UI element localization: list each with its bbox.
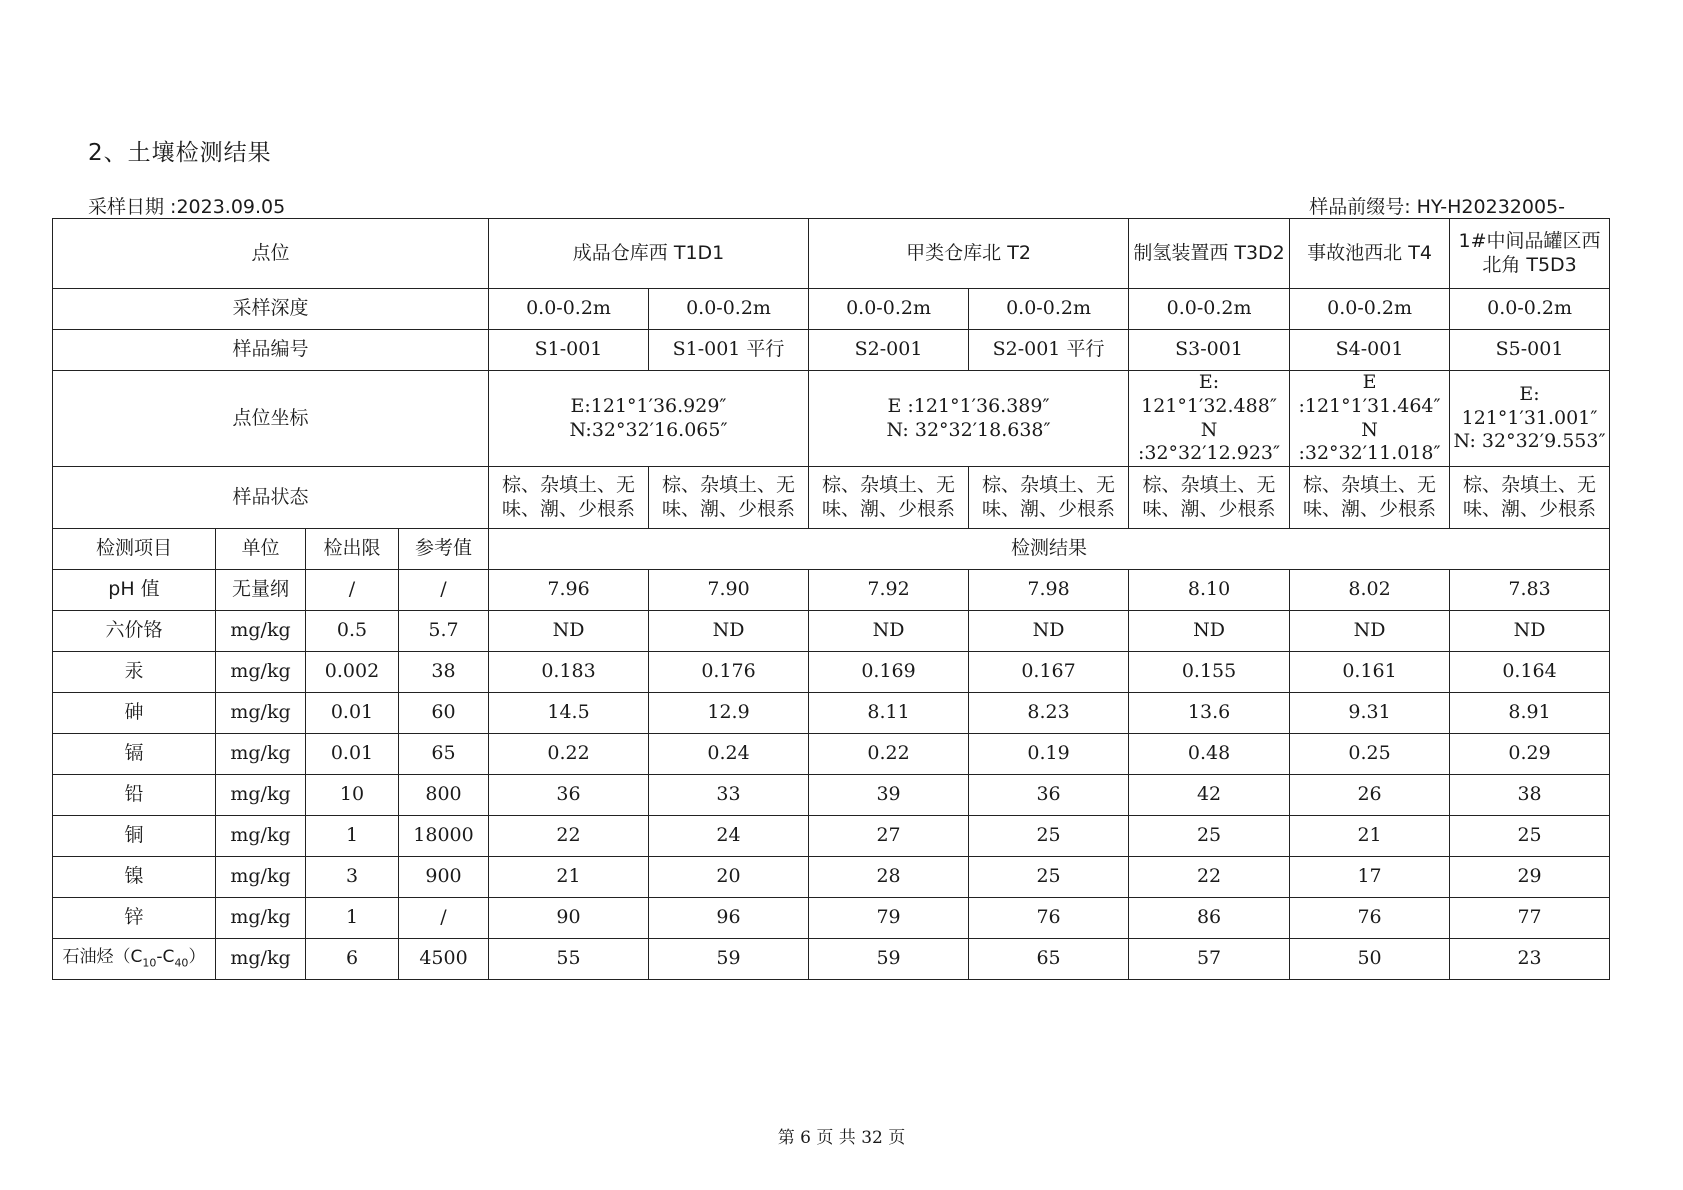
depth-cell: 0.0-0.2m [809,289,969,330]
ref-cell: 900 [399,857,489,898]
sample-id-cell: S1-001 [489,330,649,371]
result-cell: 0.161 [1290,652,1450,693]
state-cell: 棕、杂填土、无味、潮、少根系 [649,467,809,529]
depth-cell: 0.0-0.2m [1290,289,1450,330]
result-cell: 7.98 [969,570,1129,611]
coord-cell [1129,371,1290,467]
result-cell: 96 [649,898,809,939]
ref-cell: 60 [399,693,489,734]
result-cell: 0.183 [489,652,649,693]
sample-id-cell: S2-001 平行 [969,330,1129,371]
result-cell: 8.91 [1450,693,1610,734]
result-cell: 20 [649,857,809,898]
result-cell: 86 [1129,898,1290,939]
result-cell: 21 [1290,816,1450,857]
result-cell: 7.96 [489,570,649,611]
result-cell: 42 [1129,775,1290,816]
result-cell: 26 [1290,775,1450,816]
points-row [53,219,1610,289]
result-cell: 13.6 [1129,693,1290,734]
limit-cell: 0.01 [306,693,399,734]
limit-cell: 1 [306,816,399,857]
result-cell: 90 [489,898,649,939]
result-cell: ND [489,611,649,652]
limit-cell: 6 [306,939,399,980]
result-cell: 27 [809,816,969,857]
item-cell: 镍 [53,857,216,898]
item-cell: 六价铬 [53,611,216,652]
sample-prefix: 样品前缀号: HY-H20232005- [1309,196,1565,218]
ref-cell: 18000 [399,816,489,857]
result-cell: 76 [1290,898,1450,939]
coord-n: N: 32°32′18.638″ [886,418,1051,441]
limit-cell: 1 [306,898,399,939]
coord-n: N :32°32′12.923″ [1137,418,1281,465]
coord-e: E: 121°1′32.488″ [1141,371,1277,417]
col-results-header: 检测结果 [489,529,1610,570]
ref-cell: 65 [399,734,489,775]
coord-label: 点位坐标 [53,371,489,467]
result-cell: ND [1290,611,1450,652]
result-cell: 39 [809,775,969,816]
sample-id-cell: S4-001 [1290,330,1450,371]
limit-cell: 0.01 [306,734,399,775]
table-row [53,898,1610,939]
coord-cell [809,371,1129,467]
point-header: 甲类仓库北 T2 [809,219,1129,289]
depth-cell: 0.0-0.2m [1129,289,1290,330]
ref-cell: 4500 [399,939,489,980]
result-cell: 36 [969,775,1129,816]
result-cell: 50 [1290,939,1450,980]
sample-id-row [53,330,1610,371]
result-cell: 59 [809,939,969,980]
limit-cell: / [306,570,399,611]
result-cell: 9.31 [1290,693,1450,734]
result-cell: 25 [969,857,1129,898]
table-row [53,611,1610,652]
unit-cell: 无量纲 [216,570,306,611]
table-row [53,939,1610,980]
result-cell: 22 [489,816,649,857]
result-cell: 0.48 [1129,734,1290,775]
item-part: C [130,947,143,968]
col-limit-header: 检出限 [306,529,399,570]
depth-cell: 0.0-0.2m [969,289,1129,330]
result-cell: 12.9 [649,693,809,734]
result-cell: ND [1450,611,1610,652]
coord-n: N: 32°32′9.553″ [1453,430,1606,453]
table-row [53,693,1610,734]
unit-cell: mg/kg [216,898,306,939]
result-cell: 28 [809,857,969,898]
table-row [53,775,1610,816]
unit-cell: mg/kg [216,939,306,980]
limit-cell: 0.5 [306,611,399,652]
point-header: 1#中间品罐区西北角 T5D3 [1450,219,1610,289]
result-cell: 8.11 [809,693,969,734]
depth-label: 采样深度 [53,289,489,330]
result-cell: 76 [969,898,1129,939]
item-cell: 砷 [53,693,216,734]
result-cell: 0.25 [1290,734,1450,775]
col-item-header: 检测项目 [53,529,216,570]
item-part: 40 [174,956,189,970]
item-part: -C [156,947,175,968]
result-cell: 0.176 [649,652,809,693]
result-cell: 24 [649,816,809,857]
result-cell: 0.22 [809,734,969,775]
result-cell: 0.24 [649,734,809,775]
item-cell: 铜 [53,816,216,857]
section-heading: 2、土壤检测结果 [88,140,272,166]
result-cell: 0.155 [1129,652,1290,693]
unit-cell: mg/kg [216,693,306,734]
result-cell: 0.167 [969,652,1129,693]
item-cell: 锌 [53,898,216,939]
result-cell: 7.83 [1450,570,1610,611]
item-cell: pH 值 [53,570,216,611]
result-cell: 33 [649,775,809,816]
coord-row [53,371,1610,467]
result-cell: 65 [969,939,1129,980]
unit-cell: mg/kg [216,652,306,693]
result-cell: ND [649,611,809,652]
point-header: 成品仓库西 T1D1 [489,219,809,289]
result-cell: 0.164 [1450,652,1610,693]
result-cell: 79 [809,898,969,939]
result-cell: 8.10 [1129,570,1290,611]
soil-results-table [52,218,1610,980]
result-cell: 25 [969,816,1129,857]
result-cell: 22 [1129,857,1290,898]
depth-cell: 0.0-0.2m [649,289,809,330]
result-cell: 36 [489,775,649,816]
table-row [53,734,1610,775]
col-ref-header: 参考值 [399,529,489,570]
result-cell: 29 [1450,857,1610,898]
col-unit-header: 单位 [216,529,306,570]
result-cell: 21 [489,857,649,898]
point-label: 点位 [53,219,489,289]
ref-cell: / [399,898,489,939]
result-cell: 8.23 [969,693,1129,734]
result-cell: 59 [649,939,809,980]
unit-cell: mg/kg [216,857,306,898]
ref-cell: / [399,570,489,611]
result-cell: ND [969,611,1129,652]
coord-cell [1290,371,1450,467]
result-cell: 7.90 [649,570,809,611]
result-cell: 14.5 [489,693,649,734]
coord-e: E:121°1′36.929″ [570,394,727,417]
unit-cell: mg/kg [216,775,306,816]
result-cell: 17 [1290,857,1450,898]
result-cell: 57 [1129,939,1290,980]
unit-cell: mg/kg [216,734,306,775]
coord-cell [489,371,809,467]
table-row [53,652,1610,693]
table-row [53,857,1610,898]
item-cell: 镉 [53,734,216,775]
item-cell: 铅 [53,775,216,816]
result-cell: 0.29 [1450,734,1610,775]
sample-id-cell: S5-001 [1450,330,1610,371]
coord-n: N:32°32′16.065″ [569,418,728,441]
state-label: 样品状态 [53,467,489,529]
table-row [53,816,1610,857]
result-cell: 55 [489,939,649,980]
result-cell: 0.19 [969,734,1129,775]
depth-cell: 0.0-0.2m [1450,289,1610,330]
item-part: ） [188,947,206,968]
result-cell: 38 [1450,775,1610,816]
sample-id-cell: S3-001 [1129,330,1290,371]
page-footer: 第 6 页 共 32 页 [777,1128,906,1148]
item-cell [53,939,216,980]
ref-cell: 5.7 [399,611,489,652]
ref-cell: 38 [399,652,489,693]
sample-id-label: 样品编号 [53,330,489,371]
column-header-row [53,529,1610,570]
coord-e: E :121°1′36.389″ [887,394,1050,417]
depth-cell: 0.0-0.2m [489,289,649,330]
sample-id-cell: S1-001 平行 [649,330,809,371]
state-row [53,467,1610,529]
state-cell: 棕、杂填土、无味、潮、少根系 [1450,467,1610,529]
result-cell: 7.92 [809,570,969,611]
item-cell: 汞 [53,652,216,693]
coord-e: E: 121°1′31.001″ [1461,382,1598,429]
ref-cell: 800 [399,775,489,816]
result-cell: 25 [1129,816,1290,857]
coord-cell [1450,371,1610,467]
coord-n: N :32°32′11.018″ [1298,418,1441,465]
state-cell: 棕、杂填土、无味、潮、少根系 [1129,467,1290,529]
state-cell: 棕、杂填土、无味、潮、少根系 [809,467,969,529]
unit-cell: mg/kg [216,611,306,652]
table-row [53,570,1610,611]
point-header: 制氢装置西 T3D2 [1129,219,1290,289]
state-cell: 棕、杂填土、无味、潮、少根系 [969,467,1129,529]
result-cell: ND [809,611,969,652]
result-cell: 77 [1450,898,1610,939]
result-cell: 0.22 [489,734,649,775]
sample-id-cell: S2-001 [809,330,969,371]
state-cell: 棕、杂填土、无味、潮、少根系 [489,467,649,529]
result-cell: ND [1129,611,1290,652]
result-cell: 8.02 [1290,570,1450,611]
result-cell: 0.169 [809,652,969,693]
state-cell: 棕、杂填土、无味、潮、少根系 [1290,467,1450,529]
coord-e: E :121°1′31.464″ [1298,371,1441,417]
sampling-date: 采样日期 :2023.09.05 [88,196,286,218]
limit-cell: 0.002 [306,652,399,693]
limit-cell: 10 [306,775,399,816]
result-cell: 23 [1450,939,1610,980]
unit-cell: mg/kg [216,816,306,857]
item-part: 10 [142,956,157,970]
point-header: 事故池西北 T4 [1290,219,1450,289]
limit-cell: 3 [306,857,399,898]
item-part: 石油烃（ [62,947,131,968]
depth-row [53,289,1610,330]
result-cell: 25 [1450,816,1610,857]
